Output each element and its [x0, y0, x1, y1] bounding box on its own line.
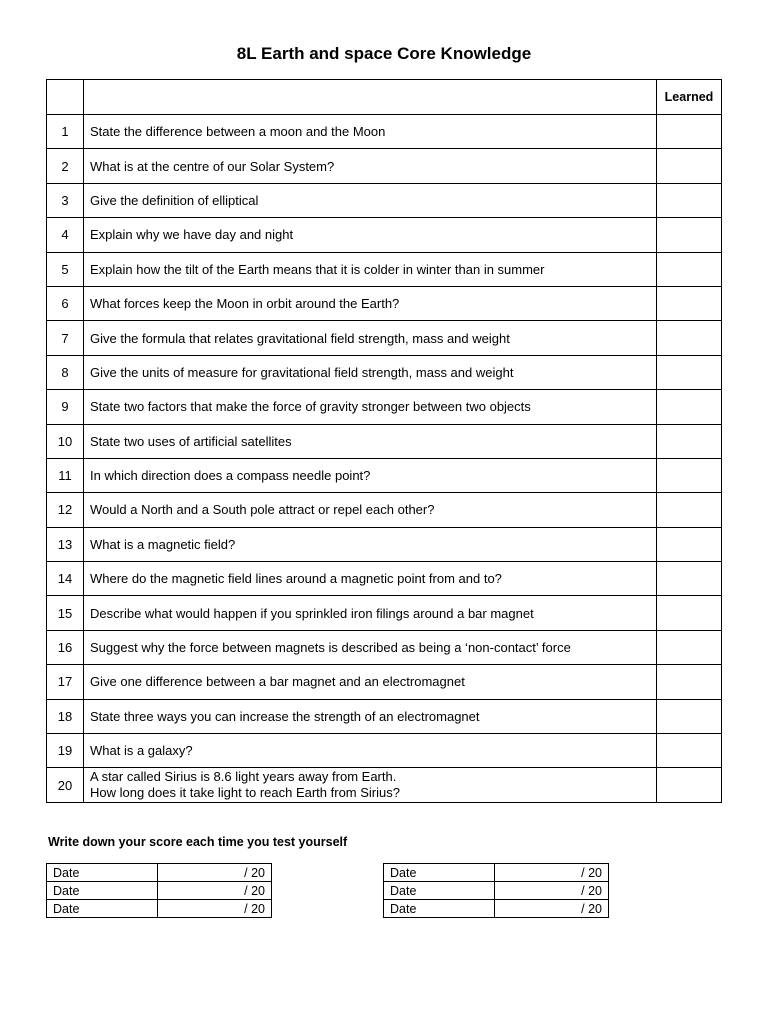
table-row	[47, 149, 722, 183]
learned-checkbox-cell[interactable]	[657, 458, 722, 492]
score-row	[47, 900, 272, 918]
table-row	[47, 115, 722, 149]
question-number: 13	[47, 527, 84, 561]
question-number: 2	[47, 149, 84, 183]
question-number: 17	[47, 665, 84, 699]
score-row	[47, 864, 272, 882]
score-row	[384, 882, 609, 900]
table-row	[47, 665, 722, 699]
question-text: Where do the magnetic field lines around a magnetic point from and to?	[90, 571, 502, 587]
learned-checkbox-cell[interactable]	[657, 355, 722, 389]
table-row	[47, 355, 722, 389]
question-text: What forces keep the Moon in orbit around the Earth?	[90, 296, 400, 312]
learned-checkbox-cell[interactable]	[657, 149, 722, 183]
question-cell	[84, 665, 657, 699]
score-cell[interactable]: / 20	[495, 864, 609, 882]
learned-checkbox-cell[interactable]	[657, 562, 722, 596]
question-text: Give the units of measure for gravitational field strength, mass and weight	[90, 364, 514, 380]
question-cell	[84, 390, 657, 424]
question-number: 11	[47, 458, 84, 492]
question-text: State two factors that make the force of gravity stronger between two objects	[90, 399, 531, 415]
table-row	[47, 734, 722, 768]
score-cell[interactable]: / 20	[158, 882, 272, 900]
date-cell[interactable]: Date	[384, 864, 495, 882]
question-cell	[84, 183, 657, 217]
question-text: Explain why we have day and night	[90, 227, 294, 243]
question-cell	[84, 734, 657, 768]
learned-checkbox-cell[interactable]	[657, 699, 722, 733]
score-cell[interactable]: / 20	[495, 882, 609, 900]
learned-checkbox-cell[interactable]	[657, 321, 722, 355]
question-number: 4	[47, 218, 84, 252]
table-row	[47, 390, 722, 424]
question-text: Would a North and a South pole attract or repel each other?	[90, 502, 435, 518]
question-cell	[84, 493, 657, 527]
question-text: Give the formula that relates gravitational field strength, mass and weight	[90, 330, 510, 346]
question-text: How long does it take light to reach Earth from Sirius?	[90, 785, 400, 801]
table-row	[47, 527, 722, 561]
page-title: 8L Earth and space Core Knowledge	[236, 44, 532, 63]
learned-checkbox-cell[interactable]	[657, 734, 722, 768]
question-text: What is at the centre of our Solar System?	[90, 158, 335, 174]
score-heading: Write down your score each time you test yourself	[48, 835, 348, 849]
question-number: 12	[47, 493, 84, 527]
question-number: 18	[47, 699, 84, 733]
question-number: 1	[47, 115, 84, 149]
learned-checkbox-cell[interactable]	[657, 665, 722, 699]
table-row	[47, 424, 722, 458]
learned-checkbox-cell[interactable]	[657, 493, 722, 527]
question-number: 20	[47, 768, 84, 802]
learned-header: Learned	[657, 80, 722, 115]
question-cell	[84, 630, 657, 664]
question-text: Give one difference between a bar magnet and an electromagnet	[90, 674, 465, 690]
question-cell	[84, 768, 657, 802]
table-row	[47, 252, 722, 286]
question-cell	[84, 424, 657, 458]
question-cell	[84, 527, 657, 561]
question-cell	[84, 115, 657, 149]
table-row	[47, 218, 722, 252]
score-row	[384, 900, 609, 918]
table-row	[47, 321, 722, 355]
question-text: A star called Sirius is 8.6 light years away from Earth.	[90, 769, 397, 785]
question-cell	[84, 321, 657, 355]
question-cell	[84, 562, 657, 596]
table-header-row	[47, 80, 722, 115]
score-table-left	[46, 863, 272, 918]
score-row	[384, 864, 609, 882]
learned-checkbox-cell[interactable]	[657, 286, 722, 320]
score-row	[47, 882, 272, 900]
question-number: 7	[47, 321, 84, 355]
table-row	[47, 286, 722, 320]
question-text: State the difference between a moon and the Moon	[90, 124, 386, 140]
date-cell[interactable]: Date	[47, 900, 158, 918]
table-row	[47, 183, 722, 217]
question-cell	[84, 286, 657, 320]
table-row	[47, 768, 722, 802]
score-cell[interactable]: / 20	[495, 900, 609, 918]
learned-checkbox-cell[interactable]	[657, 252, 722, 286]
table-row	[47, 458, 722, 492]
learned-checkbox-cell[interactable]	[657, 596, 722, 630]
core-knowledge-table	[46, 79, 722, 803]
question-text: Give the definition of elliptical	[90, 192, 259, 208]
question-number: 16	[47, 630, 84, 664]
question-cell	[84, 149, 657, 183]
question-cell	[84, 596, 657, 630]
table-row	[47, 699, 722, 733]
question-text: Describe what would happen if you sprinkled iron filings around a bar magnet	[90, 605, 534, 621]
learned-checkbox-cell[interactable]	[657, 527, 722, 561]
learned-checkbox-cell[interactable]	[657, 768, 722, 802]
learned-checkbox-cell[interactable]	[657, 390, 722, 424]
table-row	[47, 562, 722, 596]
header-num-cell	[47, 80, 84, 115]
question-number: 9	[47, 390, 84, 424]
header-question-cell	[84, 80, 657, 115]
question-number: 15	[47, 596, 84, 630]
date-cell[interactable]: Date	[384, 900, 495, 918]
question-text: What is a magnetic field?	[90, 536, 236, 552]
question-text: Explain how the tilt of the Earth means that it is colder in winter than in summer	[90, 261, 545, 277]
date-cell[interactable]: Date	[47, 882, 158, 900]
question-number: 14	[47, 562, 84, 596]
learned-checkbox-cell[interactable]	[657, 183, 722, 217]
question-number: 3	[47, 183, 84, 217]
question-cell	[84, 355, 657, 389]
question-number: 19	[47, 734, 84, 768]
question-text: State three ways you can increase the strength of an electromagnet	[90, 708, 480, 724]
question-number: 5	[47, 252, 84, 286]
question-text: What is a galaxy?	[90, 743, 193, 759]
question-cell	[84, 218, 657, 252]
question-cell	[84, 252, 657, 286]
question-text: State two uses of artificial satellites	[90, 433, 292, 449]
table-row	[47, 493, 722, 527]
question-number: 6	[47, 286, 84, 320]
table-row	[47, 596, 722, 630]
question-cell	[84, 699, 657, 733]
learned-checkbox-cell[interactable]	[657, 630, 722, 664]
table-row	[47, 630, 722, 664]
date-cell[interactable]: Date	[384, 882, 495, 900]
score-table-right	[383, 863, 609, 918]
learned-checkbox-cell[interactable]	[657, 218, 722, 252]
learned-checkbox-cell[interactable]	[657, 424, 722, 458]
question-number: 10	[47, 424, 84, 458]
question-text: In which direction does a compass needle point?	[90, 468, 371, 484]
question-number: 8	[47, 355, 84, 389]
date-cell[interactable]: Date	[47, 864, 158, 882]
learned-checkbox-cell[interactable]	[657, 115, 722, 149]
question-cell	[84, 458, 657, 492]
score-cell[interactable]: / 20	[158, 900, 272, 918]
question-text: Suggest why the force between magnets is described as being a ‘non-contact’ force	[90, 640, 571, 656]
score-cell[interactable]: / 20	[158, 864, 272, 882]
